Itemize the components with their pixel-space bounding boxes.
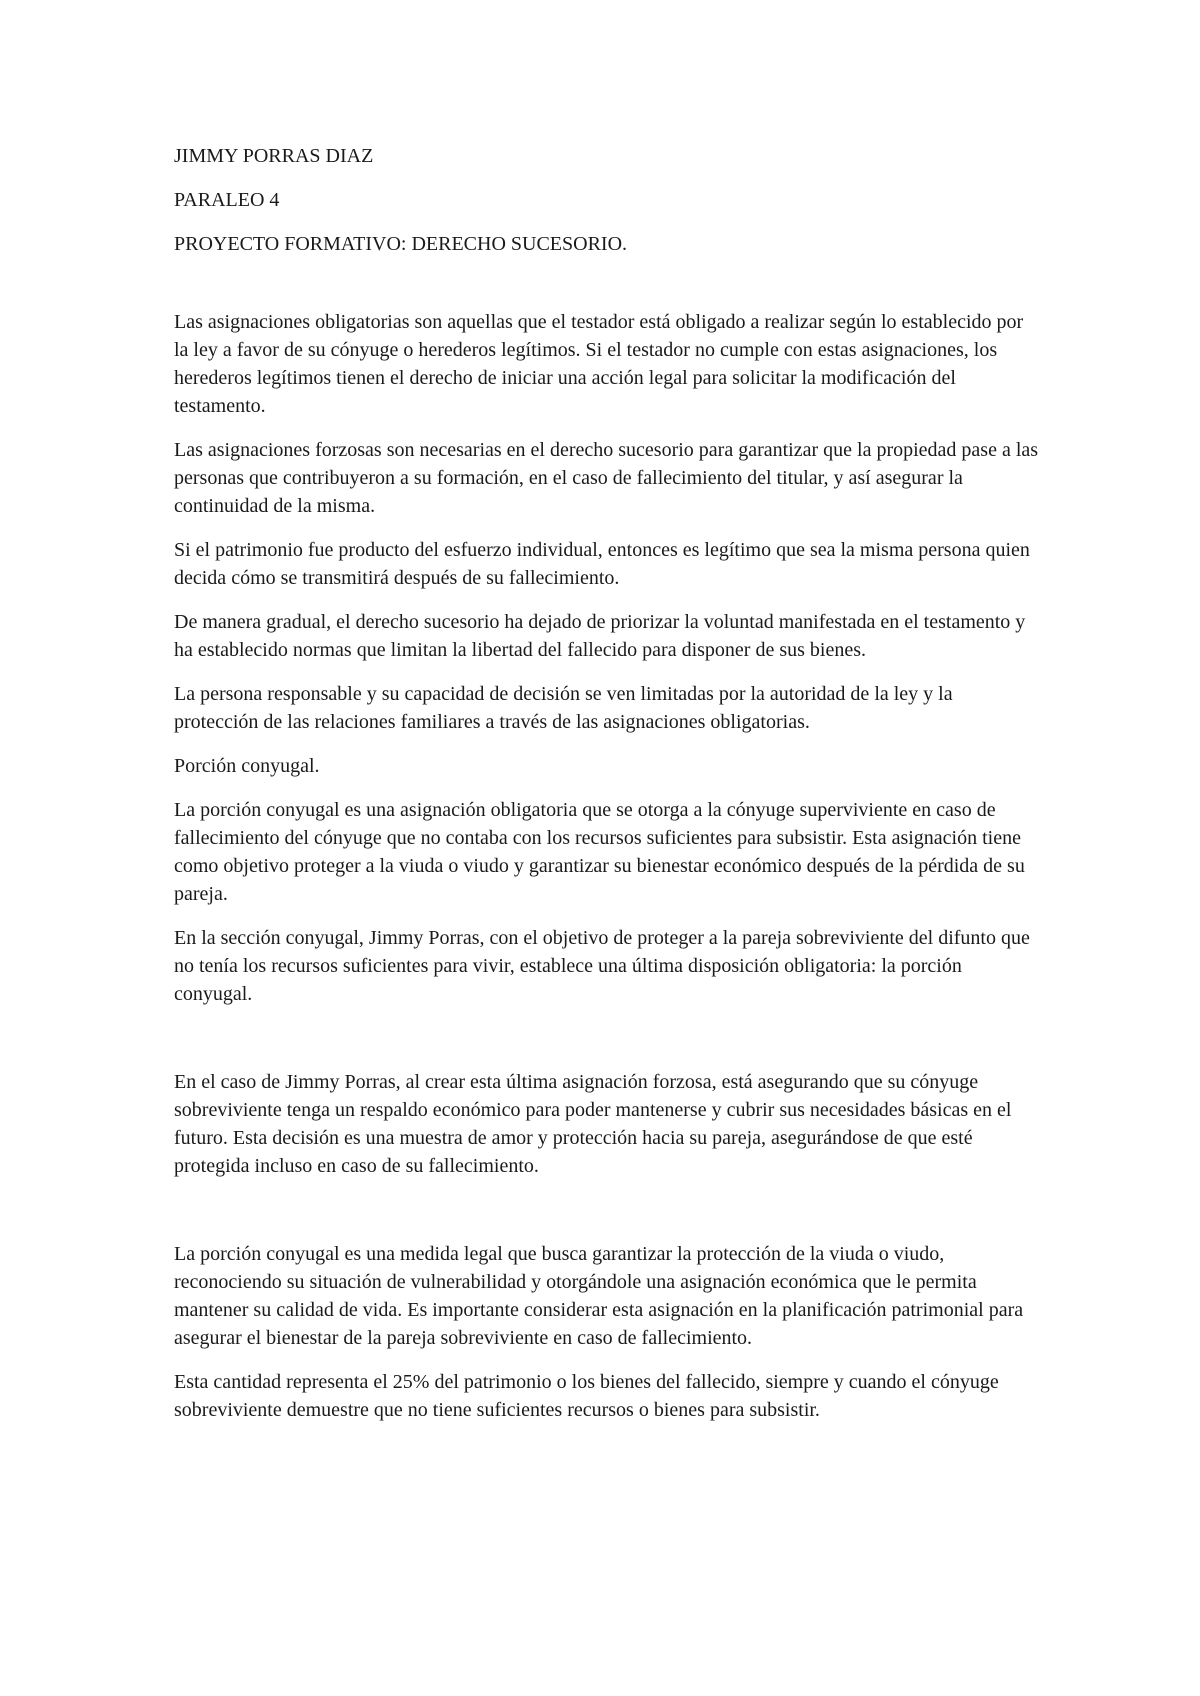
paragraph-medida-legal: La porción conyugal es una medida legal que busca garantizar la protección de la viuda o viudo, reconociendo su situación de vulnerabilidad y otorgándole una asignación económica que le permita mantener su calidad de vida. Es importante considerar esta asignación en la planificación patrimonial para asegurar el bienestar de la pareja sobreviviente en caso de fallecimiento. [174,1243,1024,1349]
paragraph-asignaciones-obligatorias: Las asignaciones obligatorias son aquellas que el testador está obligado a realizar según lo establecido por la ley a favor de su cónyuge o herederos legítimos. Si el testador no cumple con estas asignaciones, los herederos legítimos tienen el derecho de iniciar una acción legal para solicitar la modificación del testamento. [174,311,1024,417]
paragraph-asignaciones-forzosas: Las asignaciones forzosas son necesarias en el derecho sucesorio para garantizar que la propiedad pase a las personas que contribuyeron a su formación, en el caso de fallecimiento del titular, y así asegurar la continuidad de la misma. [174,439,1039,517]
spacer [174,274,1040,308]
paragraph-cantidad-porcentaje: Esta cantidad representa el 25% del patrimonio o los bienes del fallecido, siempre y cuando el cónyuge sobreviviente demuestre que no tiene suficientes recursos o bienes para subsistir. [174,1371,999,1421]
document-body [174,142,1040,1440]
paragraph-patrimonio: Si el patrimonio fue producto del esfuerzo individual, entonces es legítimo que sea la misma persona quien decida cómo se transmitirá después de su fallecimiento. [174,539,1030,589]
paragraph-persona-responsable: La persona responsable y su capacidad de decisión se ven limitadas por la autoridad de la ley y la protección de las relaciones familiares a través de las asignaciones obligatorias. [174,683,953,733]
spacer [174,1024,1040,1068]
paragraph-manera-gradual: De manera gradual, el derecho sucesorio ha dejado de priorizar la voluntad manifestada en el testamento y ha establecido normas que limitan la libertad del fallecido para disponer de sus bienes. [174,611,1026,661]
paragraph-seccion-conyugal: En la sección conyugal, Jimmy Porras, con el objetivo de proteger a la pareja sobreviviente del difunto que no tenía los recursos suficientes para vivir, establece una última disposición obligatoria: la porción conyugal. [174,927,1030,1005]
section-label: PARALEO 4 [174,189,280,211]
paragraph-definicion-porcion: La porción conyugal es una asignación obligatoria que se otorga a la cónyuge superviviente en caso de fallecimiento del cónyuge que no contaba con los recursos suficientes para subsistir. Esta asignación tiene como objetivo proteger a la viuda o viudo y garantizar su bienestar económico después de la pérdida de su pareja. [174,799,1025,905]
project-title: PROYECTO FORMATIVO: DERECHO SUCESORIO. [174,233,628,255]
spacer [174,1196,1040,1240]
paragraph-caso-jimmy-porras: En el caso de Jimmy Porras, al crear esta última asignación forzosa, está asegurando que su cónyuge sobreviviente tenga un respaldo económico para poder mantenerse y cubrir sus necesidades básicas en el futuro. Esta decisión es una muestra de amor y protección hacia su pareja, asegurándose de que esté protegida incluso en caso de su fallecimiento. [174,1071,1012,1177]
author-name: JIMMY PORRAS DIAZ [174,145,374,167]
section-heading-porcion-conyugal: Porción conyugal. [174,755,320,777]
